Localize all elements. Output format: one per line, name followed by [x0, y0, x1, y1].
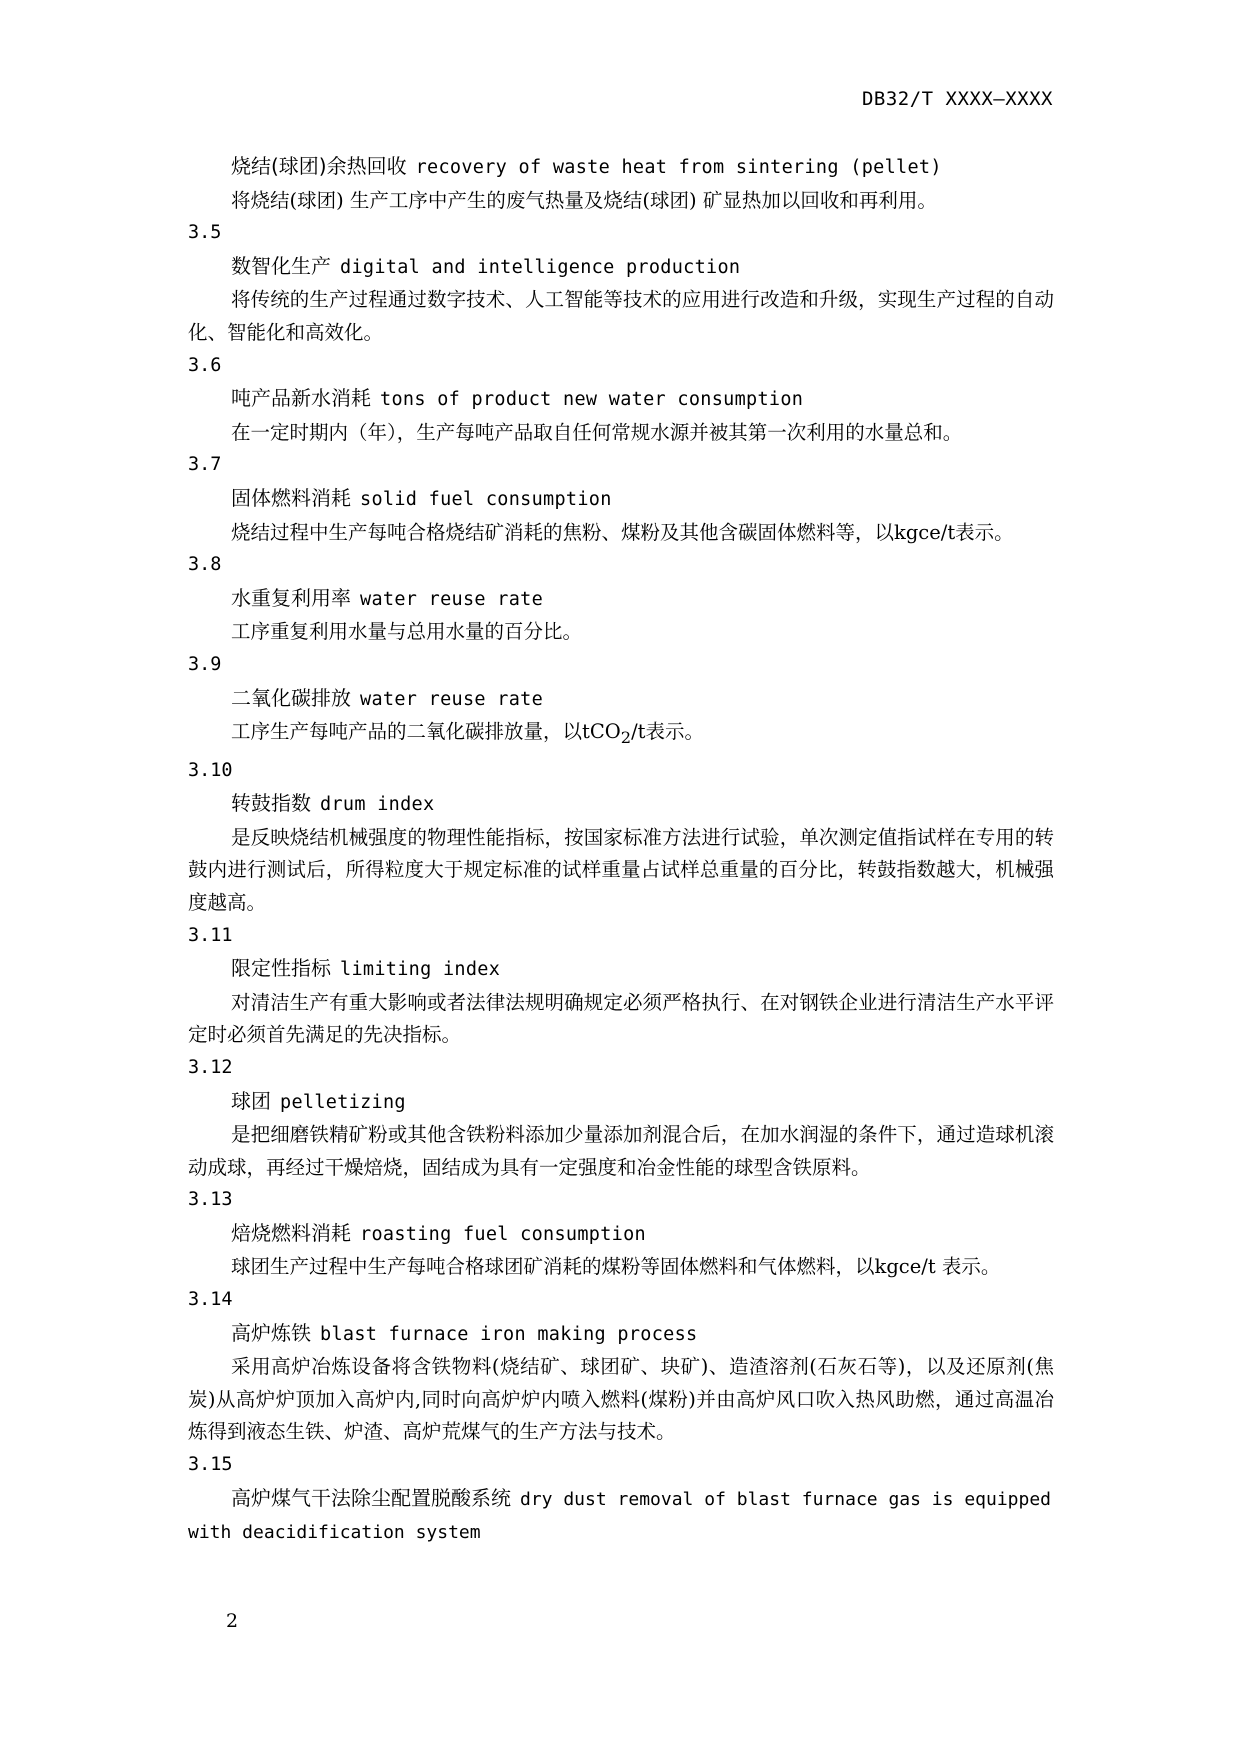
- term-english: solid fuel consumption: [360, 488, 612, 510]
- clause-number: 3.15: [188, 1454, 233, 1476]
- term-heading: [188, 250, 1054, 285]
- term-chinese: 水重复利用率: [231, 585, 351, 610]
- term-definition: 对清洁生产有重大影响或者法律法规明确规定必须严格执行、在对钢铁企业进行清洁生产水平评定时必须首先满足的先决指标。: [188, 990, 1054, 1047]
- term-chinese: 数智化生产: [231, 253, 331, 278]
- term-definition: 将烧结(球团) 生产工序中产生的废气热量及烧结(球团) 矿显热加以回收和再利用。: [231, 188, 937, 212]
- clause-number: 3.14: [188, 1289, 233, 1311]
- clause-number: 3.8: [188, 554, 222, 576]
- term-chinese: 吨产品新水消耗: [231, 386, 371, 411]
- clause-number: 3.12: [188, 1056, 233, 1078]
- clause-number: 3.9: [188, 653, 222, 675]
- term-english: water reuse rate: [360, 688, 544, 710]
- term-heading: [188, 382, 1054, 417]
- term-chinese: 转鼓指数: [231, 791, 311, 816]
- term-definition: 将传统的生产过程通过数字技术、人工智能等技术的应用进行改造和升级，实现生产过程的自动化、智能化和高效化。: [188, 288, 1054, 344]
- term-heading: [188, 682, 1054, 717]
- clause-number: 3.11: [188, 924, 233, 946]
- term-english: water reuse rate: [360, 588, 544, 610]
- term-definition: 是反映烧结机械强度的物理性能指标，按国家标准方法进行试验，单次测定值指试样在专用的转鼓内进行测试后，所得粒度大于规定标准的试样重量占试样总重量的百分比，转鼓指数越大，机械强度越高。: [188, 825, 1054, 914]
- term-english: drum index: [320, 794, 435, 816]
- document-body: [188, 150, 1054, 1550]
- term-chinese: 球团: [231, 1088, 271, 1113]
- definition-text: /t表示。: [631, 720, 704, 744]
- term-heading: [188, 482, 1054, 517]
- term-heading: [188, 1317, 1054, 1352]
- term-chinese: 焙烧燃料消耗: [231, 1220, 351, 1245]
- clause-number: 3.10: [188, 759, 233, 781]
- term-definition: 是把细磨铁精矿粉或其他含铁粉料添加少量添加剂混合后，在加水润湿的条件下，通过造球机滚动成球，再经过干燥焙烧，固结成为具有一定强度和冶金性能的球型含铁原料。: [188, 1123, 1054, 1179]
- term-chinese: 固体燃料消耗: [231, 485, 351, 510]
- term-definition: [188, 716, 1054, 754]
- clause-number: 3.7: [188, 454, 222, 476]
- term-definition: 在一定时期内（年），生产每吨产品取自任何常规水源并被其第一次利用的水量总和。: [231, 420, 963, 444]
- term-english: recovery of waste heat from sintering (pellet): [415, 157, 942, 178]
- term-chinese: 高炉煤气干法除尘配置脱酸系统: [231, 1485, 511, 1510]
- definition-text: 工序生产每吨产品的二氧化碳排放量，以tCO: [231, 720, 621, 744]
- term-definition: 烧结过程中生产每吨合格烧结矿消耗的焦粉、煤粉及其他含碳固体燃料等，以kgce/t表示。: [231, 520, 1014, 544]
- term-definition: 工序重复利用水量与总用水量的百分比。: [231, 620, 583, 644]
- term-heading: [188, 582, 1054, 617]
- term-english: limiting index: [340, 959, 501, 981]
- term-chinese: 二氧化碳排放: [231, 685, 351, 710]
- term-heading: [188, 1217, 1054, 1252]
- subscript-2: 2: [620, 727, 632, 747]
- term-english: roasting fuel consumption: [360, 1223, 646, 1245]
- term-heading: [188, 1085, 1054, 1120]
- page-number: 2: [226, 1610, 239, 1632]
- document-code: DB32/T XXXX—XXXX: [861, 88, 1053, 110]
- term-chinese: 高炉炼铁: [231, 1320, 311, 1345]
- term-heading: [188, 787, 1054, 822]
- term-chinese: 限定性指标: [231, 956, 331, 981]
- term-english: pelletizing: [280, 1091, 406, 1113]
- term-english: digital and intelligence production: [340, 256, 741, 278]
- clause-number: 3.13: [188, 1189, 233, 1211]
- term-heading: [188, 150, 1054, 185]
- term-english: dry dust removal of blast furnace gas is equipped with deacidification system: [188, 1488, 1052, 1544]
- clause-number: 3.6: [188, 354, 222, 376]
- term-english: blast furnace iron making process: [320, 1323, 698, 1345]
- term-definition: 采用高炉冶炼设备将含铁物料(烧结矿、球团矿、块矿)、造渣溶剂(石灰石等)，以及还原剂(焦炭)从高炉炉顶加入高炉内,同时向高炉炉内喷入燃料(煤粉)并由高炉风口吹入热风助燃，通过高温冶炼得到液态生铁、炉渣、高炉荒煤气的生产方法与技术。: [188, 1355, 1054, 1444]
- term-heading: [188, 952, 1054, 987]
- clause-number: 3.5: [188, 222, 222, 244]
- term-definition: 球团生产过程中生产每吨合格球团矿消耗的煤粉等固体燃料和气体燃料，以kgce/t 表示。: [231, 1255, 1001, 1279]
- term-english: tons of product new water consumption: [380, 389, 804, 411]
- term-chinese: 烧结(球团)余热回收: [231, 154, 407, 178]
- term-heading: [188, 1482, 1054, 1550]
